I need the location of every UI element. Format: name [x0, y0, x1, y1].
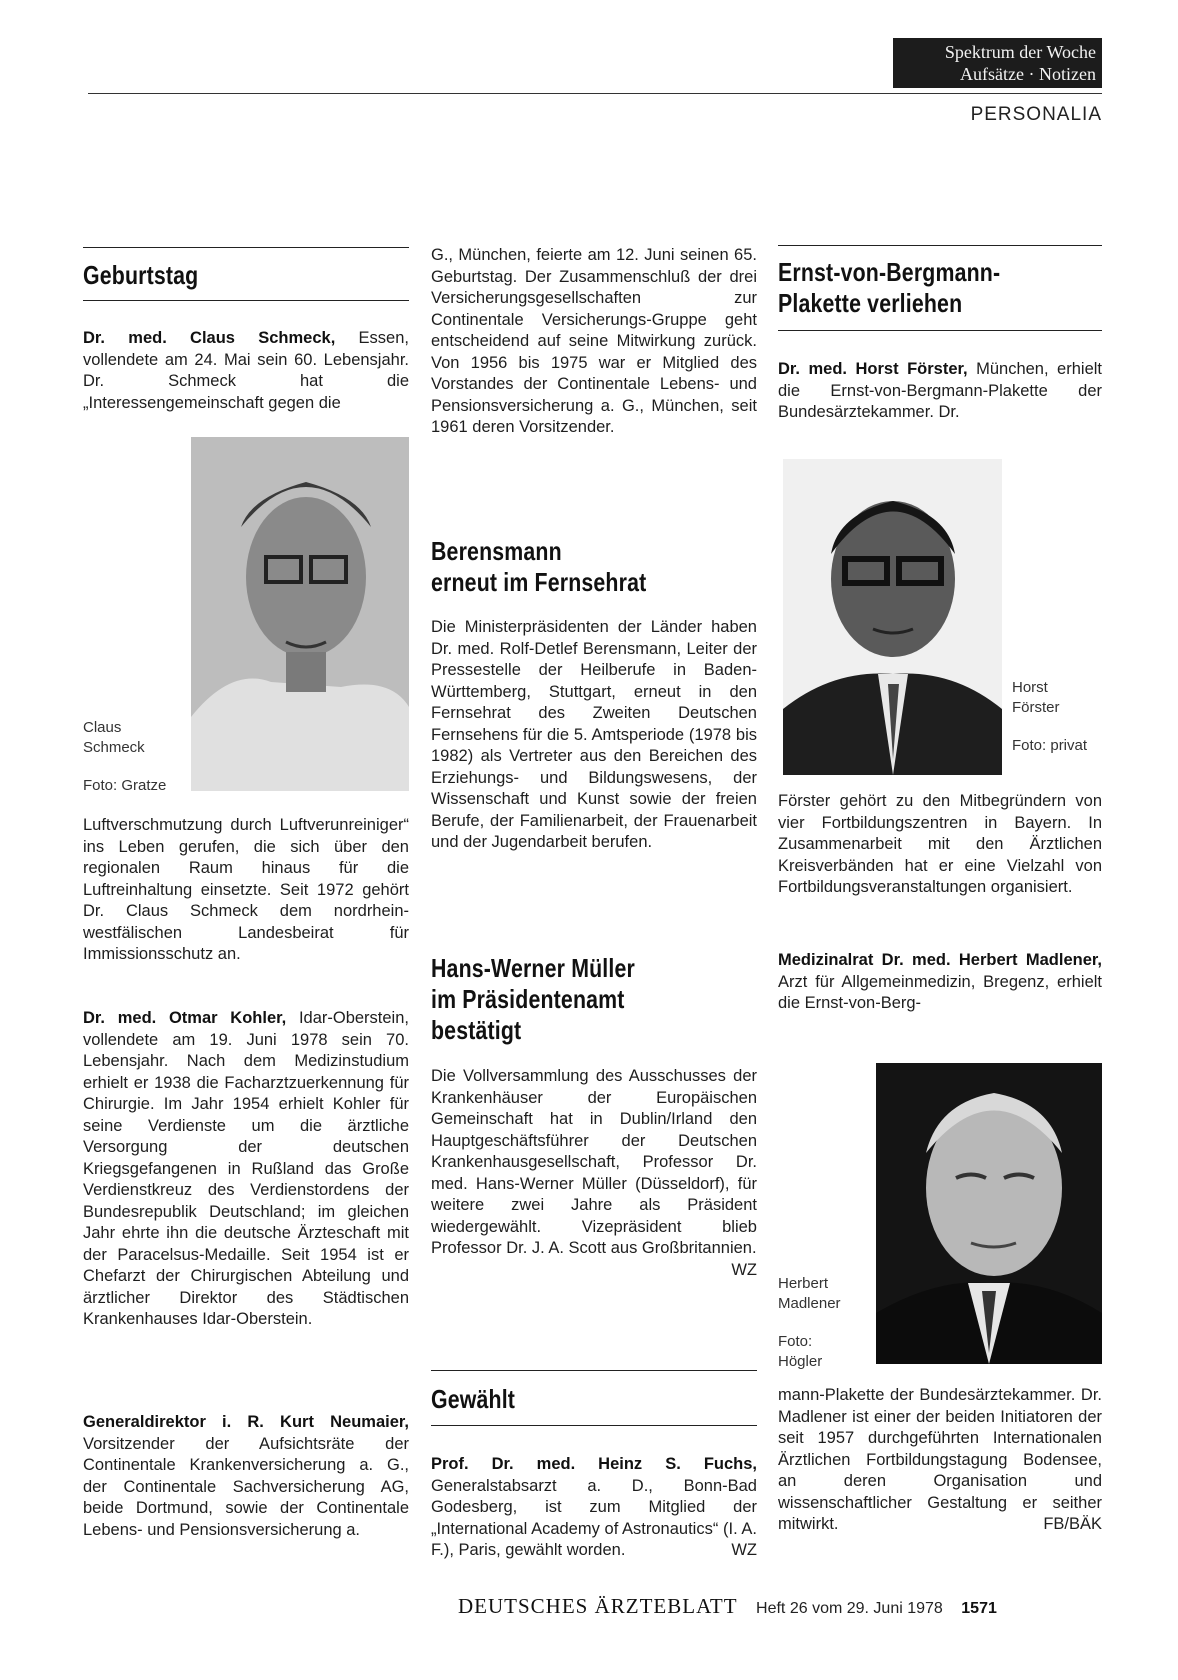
- section-label: PERSONALIA: [970, 104, 1102, 125]
- top-rule: [88, 93, 1102, 94]
- portrait-icon: [783, 459, 1002, 775]
- portrait-icon: [876, 1063, 1102, 1364]
- name-neumaier: Generaldirektor i. R. Kurt Neumaier,: [83, 1413, 409, 1431]
- rule-gewaehlt-bottom: [431, 1425, 757, 1426]
- text-kohler: Idar-Oberstein, vollendete am 19. Juni 1978 sein 70. Lebensjahr. Nach dem Medizinstudium erhielt er 1938 die Facharztzuerkennung für Chirurgie. Im Jahr 1954 erhielt Kohler für seine Verdienste um die ärztliche Versorgung der deutschen Kriegsgefangenen in Rußland das Große Verdienstkreuz des Verdienstordens der Bundesrepublik Deutschland; im gleichen Jahr ehrte ihn die deutsche Ärzteschaft mit der Paracelsus-Medaille. Seit 1954 ist er Chefarzt der Chirurgischen Abteilung und ärztlicher Direktor des Städtischen Krankenhauses Idar-Oberstein.: [83, 1009, 409, 1328]
- rule-geburtstag-top: [83, 247, 409, 248]
- signature-wz-2: WZ: [731, 1541, 757, 1559]
- photo-herbert-madlener: [876, 1063, 1102, 1364]
- heading-mueller-line-2: im Präsidentenamt: [431, 984, 625, 1014]
- credit-madlener: [778, 1332, 822, 1372]
- rule-bergmann-top: [778, 245, 1102, 246]
- page-number: 1571: [961, 1600, 997, 1617]
- paragraph-foerster: [778, 359, 1102, 424]
- paragraph-schmeck-cont: Luftverschmutzung durch Luftverunreiniger“ ins Leben gerufen, die sich über den regionalen Raum hinaus für die Luftreinhaltung einsetzte. Seit 1972 gehört Dr. Claus Schmeck dem nordrhein-westfälischen Landesbeirat für Immissionsschutz an.: [83, 816, 409, 963]
- heading-geburtstag: Geburtstag: [83, 260, 199, 290]
- credit-madlener-line-1: Foto:: [778, 1333, 813, 1350]
- photo-claus-schmeck: [191, 437, 409, 791]
- heading-bergmann-line-2: Plakette verliehen: [778, 288, 963, 318]
- heading-berensmann-line-1: Berensmann: [431, 536, 562, 566]
- caption-schmeck-line-2: Schmeck: [83, 739, 145, 756]
- photo-horst-foerster: [783, 459, 1002, 775]
- section-badge: [893, 38, 1102, 88]
- rule-geburtstag-bottom: [83, 300, 409, 301]
- text-madlener-cont: mann-Plakette der Bundesärztekammer. Dr. Madlener ist einer der beiden Initiatoren der seit 1957 durchgeführten Internationalen Ärztlichen Fortbildungstagung Bodensee, an deren Organisation und wissenschaftlicher Gestaltung er seither mitwirkt.: [778, 1386, 1102, 1533]
- signature-wz-1: WZ: [731, 1260, 757, 1279]
- heading-berensmann-line-2: erneut im Fernsehrat: [431, 567, 647, 597]
- caption-foerster-line-2: Förster: [1012, 699, 1060, 716]
- paragraph-schmeck: [83, 328, 409, 414]
- footer: [458, 1594, 1104, 1624]
- name-madlener: Medizinalrat Dr. med. Herbert Madlener,: [778, 951, 1102, 969]
- name-schmeck: Dr. med. Claus Schmeck,: [83, 329, 336, 347]
- text-foerster: München, erhielt die Ernst-von-Bergmann-Plakette der Bundesärztekammer. Dr.: [778, 360, 1102, 421]
- name-kohler: Dr. med. Otmar Kohler,: [83, 1009, 287, 1027]
- text-fuchs: Generalstabsarzt a. D., Bonn-Bad Godesberg, ist zum Mitglied der „International Academy of Astronautics“ (I. A. F.), Paris, gewählt worden.: [431, 1476, 757, 1559]
- paragraph-foerster-cont: Förster gehört zu den Mitbegründern von vier Fortbildungszentren in Bayern. In Zusammenarbeit mit den Ärztlichen Kreisverbänden hat er eine Vielzahl von Fortbildungsveranstaltungen organisiert.: [778, 792, 1102, 896]
- text-neumaier: Vorsitzender der Aufsichtsräte der Continentale Krankenversicherung a. G., der Continentale Sachversicherung AG, beide Dortmund, sowie der Continentale Lebens- und Pensionsversicherung a.: [83, 1434, 409, 1539]
- signature-fb-baek: FB/BÄK: [1043, 1515, 1102, 1533]
- caption-madlener-line-2: Madlener: [778, 1295, 841, 1312]
- caption-foerster: [1012, 678, 1060, 718]
- heading-mueller-line-3: bestätigt: [431, 1015, 522, 1045]
- text-schmeck: Essen, vollendete am 24. Mai sein 60. Lebensjahr. Dr. Schmeck hat die „Interessengemeinschaft gegen die: [83, 329, 409, 412]
- badge-line-2: Aufsätze · Notizen: [960, 64, 1096, 84]
- rule-bergmann-bottom: [778, 330, 1102, 331]
- paragraph-kohler: [83, 1008, 409, 1331]
- paragraph-berensmann: Die Ministerpräsidenten der Länder haben Dr. med. Rolf-Detlef Berensmann, Leiter der Pressestelle der Heilberufe in Baden-Württemberg, Stuttgart, erneut in den Fernsehrat des Zweiten Deutschen Fernsehens für die 5. Amtsperiode (1978 bis 1982) als Vertreter aus den Bereichen des Erziehungs- und Bildungswesens, der Wissenschaft und Kunst sowie der freien Berufe, der Familienarbeit, der Frauenarbeit und der Jugendarbeit berufen.: [431, 618, 757, 851]
- credit-schmeck: Foto: Gratze: [83, 777, 167, 794]
- paragraph-neumaier: [83, 1412, 409, 1541]
- portrait-icon: [191, 437, 409, 791]
- heading-mueller: [431, 953, 635, 1046]
- journal-name: DEUTSCHES ÄRZTEBLATT: [458, 1594, 738, 1618]
- name-fuchs: Prof. Dr. med. Heinz S. Fuchs,: [431, 1455, 757, 1473]
- issue-info: Heft 26 vom 29. Juni 1978: [756, 1600, 943, 1617]
- heading-bergmann-line-1: Ernst-von-Bergmann-: [778, 257, 1001, 287]
- name-foerster: Dr. med. Horst Förster,: [778, 360, 968, 378]
- heading-mueller-line-1: Hans-Werner Müller: [431, 953, 635, 983]
- paragraph-mueller: [431, 1066, 757, 1281]
- text-mueller: Die Vollversammlung des Ausschusses der Krankenhäuser der Europäischen Gemeinschaft hat in Dublin/Irland den Hauptgeschäftsführer der Deutschen Krankenhausgesellschaft, Professor Dr. med. Hans-Werner Müller (Düsseldorf), für weitere zwei Jahre als Präsident wiedergewählt. Vizepräsident blieb Professor Dr. J. A. Scott aus Großbritannien.: [431, 1067, 757, 1257]
- paragraph-madlener: [778, 950, 1102, 1015]
- caption-madlener-line-1: Herbert: [778, 1275, 829, 1292]
- caption-schmeck: [83, 718, 145, 758]
- paragraph-madlener-cont: [778, 1385, 1102, 1536]
- caption-foerster-line-1: Horst: [1012, 679, 1048, 696]
- text-madlener: Arzt für Allgemeinmedizin, Bregenz, erhielt die Ernst-von-Berg-: [778, 972, 1102, 1012]
- paragraph-fuchs: [431, 1454, 757, 1562]
- caption-schmeck-line-1: Claus: [83, 719, 122, 736]
- badge-line-1: Spektrum der Woche: [944, 42, 1096, 62]
- credit-madlener-line-2: Högler: [778, 1353, 823, 1370]
- heading-berensmann: [431, 536, 646, 598]
- paragraph-neumaier-cont: G., München, feierte am 12. Juni seinen 65. Geburtstag. Der Zusammenschluß der drei Versicherungsgesellschaften zur Continentale Versicherungs-Gruppe geht entscheidend auf seine Mitwirkung zurück. Von 1956 bis 1975 war er Mitglied des Vorstandes der Continentale Lebens- und Pensionsversicherung a. G., München, seit 1961 deren Vorsitzender.: [431, 246, 757, 436]
- heading-bergmann: [778, 257, 1000, 319]
- heading-gewaehlt: Gewählt: [431, 1384, 516, 1414]
- caption-madlener: [778, 1274, 841, 1314]
- credit-foerster: Foto: privat: [1012, 737, 1088, 754]
- rule-gewaehlt-top: [431, 1370, 757, 1371]
